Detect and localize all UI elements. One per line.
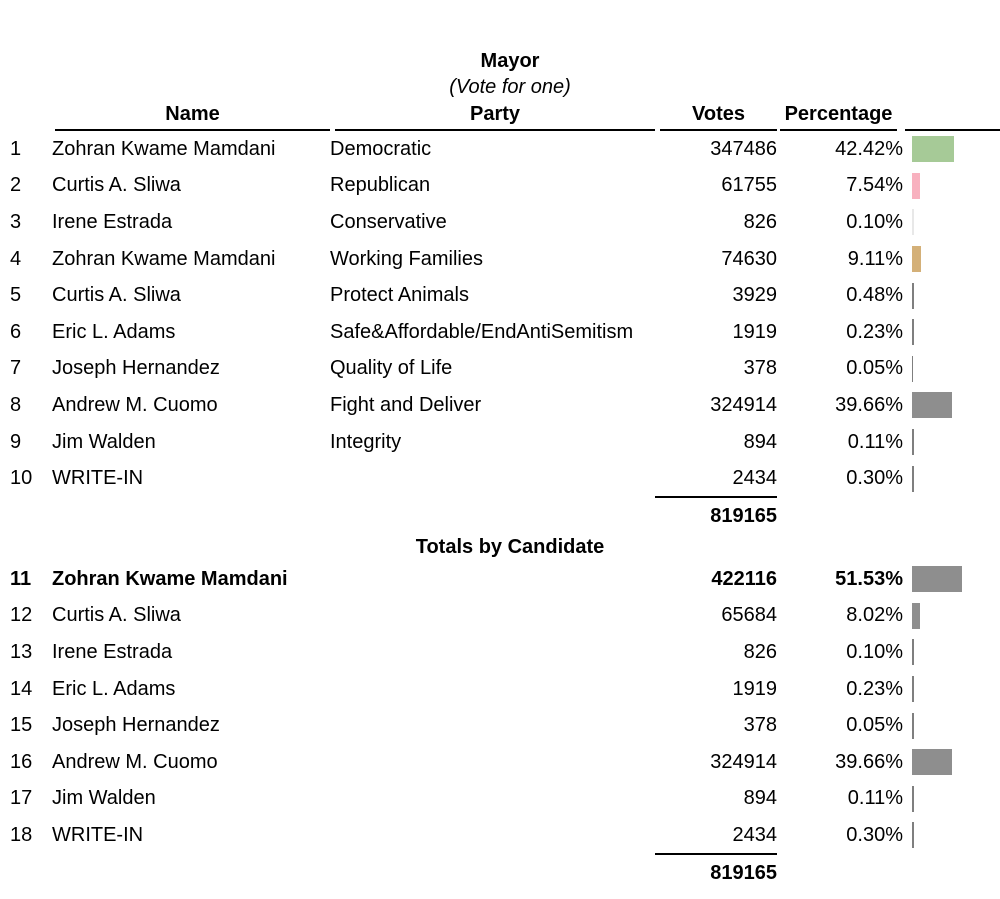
row-number: 12 — [10, 604, 33, 627]
bar-cell — [903, 204, 1000, 241]
row-number: 14 — [10, 677, 33, 700]
bar-column-header — [905, 95, 1000, 131]
name-column-header: Name — [55, 95, 330, 131]
bar-cell — [903, 634, 1000, 671]
party-name: Integrity — [330, 430, 402, 453]
vote-count: 324914 — [710, 393, 777, 416]
percentage-bar — [912, 822, 914, 848]
result-row — [0, 598, 1000, 635]
percentage-bar — [912, 786, 914, 812]
candidate-name: Zohran Kwame Mamdani — [52, 247, 276, 270]
row-number: 3 — [10, 210, 22, 233]
percentage-bar — [912, 319, 914, 345]
result-row — [0, 351, 1000, 388]
votes-column-header: Votes — [660, 95, 777, 131]
result-row — [0, 387, 1000, 424]
vote-percentage: 0.05% — [846, 714, 903, 737]
bar-cell — [903, 387, 1000, 424]
vote-count: 826 — [743, 640, 777, 663]
vote-count: 1919 — [732, 320, 777, 343]
candidate-name: Zohran Kwame Mamdani — [52, 137, 276, 160]
bar-cell — [903, 817, 1000, 854]
vote-percentage: 0.10% — [846, 210, 903, 233]
row-number: 18 — [10, 823, 33, 846]
result-row — [0, 781, 1000, 818]
percentage-bar — [912, 676, 914, 702]
vote-count: 378 — [743, 357, 777, 380]
bar-cell — [903, 707, 1000, 744]
vote-count: 74630 — [721, 247, 777, 270]
result-row — [0, 671, 1000, 708]
party-name: Quality of Life — [330, 357, 453, 380]
candidate-name: WRITE-IN — [52, 823, 144, 846]
bar-cell — [903, 241, 1000, 278]
result-row — [0, 168, 1000, 205]
result-row — [0, 424, 1000, 461]
percentage-bar — [912, 136, 954, 162]
bar-cell — [903, 351, 1000, 388]
candidate-name: Joseph Hernandez — [52, 357, 220, 380]
result-row — [0, 204, 1000, 241]
bar-cell — [903, 424, 1000, 461]
row-number: 13 — [10, 640, 33, 663]
vote-percentage: 8.02% — [846, 604, 903, 627]
result-row — [0, 241, 1000, 278]
candidate-total-rows — [0, 561, 1000, 854]
vote-percentage: 9.11% — [847, 247, 903, 270]
candidate-name: Curtis A. Sliwa — [52, 604, 181, 627]
candidate-name: Irene Estrada — [52, 640, 173, 663]
party-name: Working Families — [330, 247, 483, 270]
percentage-bar — [912, 356, 913, 382]
row-number: 9 — [10, 430, 22, 453]
candidate-name: Andrew M. Cuomo — [52, 750, 218, 773]
result-row — [0, 634, 1000, 671]
candidate-name: Irene Estrada — [52, 210, 173, 233]
contest-title: Mayor — [480, 50, 540, 72]
vote-count: 65684 — [721, 604, 777, 627]
candidate-name: Eric L. Adams — [52, 677, 176, 700]
bar-cell — [903, 314, 1000, 351]
candidate-name: Curtis A. Sliwa — [52, 174, 181, 197]
bar-cell — [903, 460, 1000, 497]
row-number: 8 — [10, 393, 22, 416]
bar-cell — [903, 561, 1000, 598]
result-row — [0, 277, 1000, 314]
percentage-bar — [912, 429, 914, 455]
percentage-column-header: Percentage — [780, 95, 897, 131]
row-number: 1 — [10, 137, 22, 160]
row-number: 7 — [10, 357, 22, 380]
vote-percentage: 51.53% — [835, 567, 903, 590]
bar-cell — [903, 277, 1000, 314]
bar-cell — [903, 131, 1000, 168]
vote-percentage: 0.10% — [846, 640, 903, 663]
party-name: Republican — [330, 174, 431, 197]
table-header-row — [0, 100, 1000, 131]
result-row — [0, 460, 1000, 497]
vote-percentage: 0.30% — [846, 467, 903, 490]
vote-count: 3929 — [732, 284, 777, 307]
bar-cell — [903, 744, 1000, 781]
vote-count: 422116 — [711, 567, 777, 590]
row-number: 17 — [10, 787, 33, 810]
party-name: Fight and Deliver — [330, 393, 482, 416]
candidate-name: Joseph Hernandez — [52, 714, 220, 737]
vote-percentage: 0.23% — [846, 320, 903, 343]
vote-count: 894 — [743, 787, 777, 810]
result-row — [0, 314, 1000, 351]
row-number: 10 — [10, 467, 33, 490]
row-number: 4 — [10, 247, 22, 270]
percentage-bar — [912, 209, 914, 235]
percentage-bar — [912, 566, 962, 592]
vote-percentage: 0.05% — [846, 357, 903, 380]
row-number: 6 — [10, 320, 22, 343]
title-block — [0, 0, 1000, 100]
vote-percentage: 0.30% — [846, 823, 903, 846]
vote-percentage: 0.11% — [847, 430, 903, 453]
candidate-name: WRITE-IN — [52, 467, 144, 490]
vote-percentage: 0.11% — [847, 787, 903, 810]
vote-count: 324914 — [710, 750, 777, 773]
candidate-name: Eric L. Adams — [52, 320, 176, 343]
bar-cell — [903, 781, 1000, 818]
percentage-bar — [912, 246, 921, 272]
vote-count: 2434 — [732, 823, 777, 846]
result-row — [0, 561, 1000, 598]
row-number: 15 — [10, 714, 33, 737]
percentage-bar — [912, 283, 914, 309]
party-name: Conservative — [330, 210, 447, 233]
percentage-bar — [912, 713, 914, 739]
vote-percentage: 0.23% — [846, 677, 903, 700]
vote-count: 894 — [743, 430, 777, 453]
candidate-name: Jim Walden — [52, 430, 156, 453]
total-votes-value: 819165 — [655, 496, 777, 535]
result-row — [0, 707, 1000, 744]
row-number: 5 — [10, 284, 22, 307]
candidate-totals-total-row — [0, 854, 1000, 891]
ballot-line-rows — [0, 131, 1000, 497]
bar-cell — [903, 168, 1000, 205]
vote-count: 2434 — [732, 467, 777, 490]
percentage-bar — [912, 392, 952, 418]
candidate-name: Andrew M. Cuomo — [52, 393, 218, 416]
party-name: Protect Animals — [330, 284, 469, 307]
vote-percentage: 7.54% — [846, 174, 903, 197]
result-row — [0, 744, 1000, 781]
vote-count: 1919 — [732, 677, 777, 700]
percentage-bar — [912, 749, 952, 775]
result-row — [0, 817, 1000, 854]
percentage-bar — [912, 639, 914, 665]
row-number: 16 — [10, 750, 33, 773]
vote-count: 61755 — [721, 174, 777, 197]
totals-by-candidate-title: Totals by Candidate — [415, 535, 605, 558]
percentage-bar — [912, 173, 920, 199]
row-number: 11 — [10, 567, 32, 590]
candidate-name: Zohran Kwame Mamdani — [52, 567, 288, 590]
contest-subtitle: (Vote for one) — [449, 76, 571, 98]
vote-percentage: 42.42% — [835, 137, 903, 160]
party-column-header: Party — [335, 95, 655, 131]
vote-percentage: 0.48% — [846, 284, 903, 307]
vote-percentage: 39.66% — [835, 393, 903, 416]
vote-count: 347486 — [710, 137, 777, 160]
bar-cell — [903, 671, 1000, 708]
vote-percentage: 39.66% — [835, 750, 903, 773]
bar-cell — [903, 598, 1000, 635]
percentage-bar — [912, 603, 920, 629]
vote-count: 826 — [743, 210, 777, 233]
party-name: Safe&Affordable/EndAntiSemitism — [330, 320, 634, 343]
result-row — [0, 131, 1000, 168]
vote-count: 378 — [743, 714, 777, 737]
total-votes-value: 819165 — [655, 853, 777, 892]
candidate-name: Jim Walden — [52, 787, 156, 810]
ballot-lines-total-row — [0, 497, 1000, 534]
row-number: 2 — [10, 174, 22, 197]
party-name: Democratic — [330, 137, 432, 160]
percentage-bar — [912, 466, 914, 492]
candidate-name: Curtis A. Sliwa — [52, 284, 181, 307]
